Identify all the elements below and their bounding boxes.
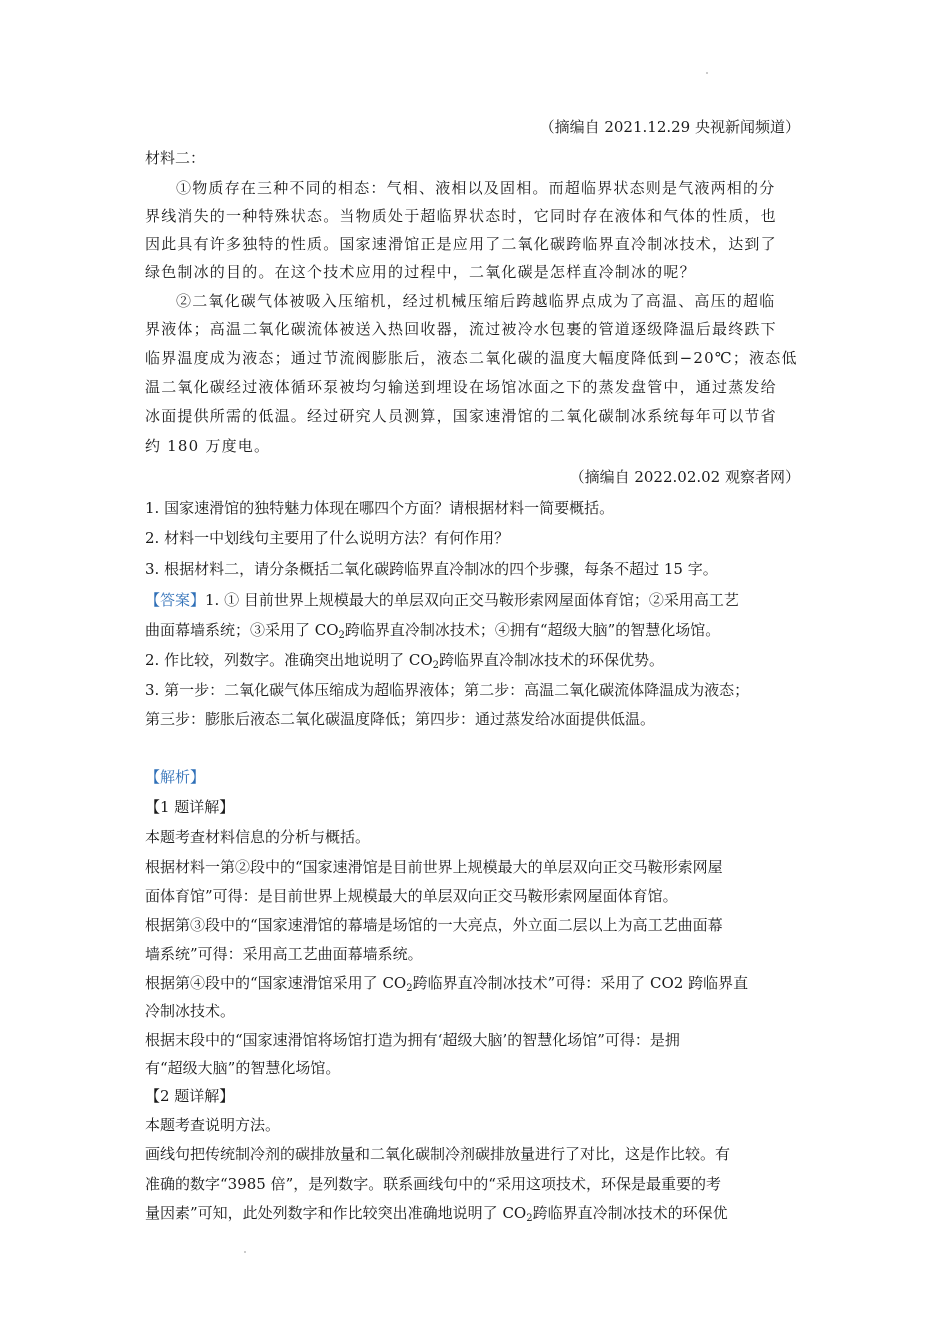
analysis-q1-line1: 本题考查材料信息的分析与概括。 <box>145 828 371 846</box>
analysis-q2-line1: 本题考查说明方法。 <box>145 1116 281 1134</box>
analysis-q1-line6 <box>145 973 748 993</box>
co2-subscript: 2 <box>406 983 413 994</box>
analysis-q2-line4 <box>145 1203 728 1223</box>
answer-2-part1: 2. 作比较，列数字。准确突出地说明了 CO <box>145 651 433 669</box>
answer-1-line1 <box>145 590 739 610</box>
analysis-q2-line2: 画线句把传统制冷剂的碳排放量和二氧化碳制冷剂碳排放量进行了对比，这是作比较。有 <box>145 1145 731 1163</box>
analysis-q2-line4-part2: 跨临界直冷制冰技术的环保优 <box>532 1204 728 1222</box>
answer-2-part2: 跨临界直冷制冰技术的环保优势。 <box>439 651 665 669</box>
analysis-q1-line7: 冷制冰技术。 <box>145 1002 236 1020</box>
material-2-para1-line1: ①物质存在三种不同的相态：气相、液相以及固相。而超临界状态则是气液两相的分 <box>176 179 776 197</box>
analysis-q1-line3: 面体育馆”可得：是目前世界上规模最大的单层双向正交马鞍形索网屋面体育馆。 <box>145 887 678 905</box>
answer-1-line2-part1: 曲面幕墙系统；③采用了 CO <box>145 621 339 639</box>
material-2-para2-line6: 约 180 万度电。 <box>145 437 271 455</box>
answer-tag: 【答案】 <box>145 591 206 609</box>
material-2-para1-line3: 因此具有许多独特的性质。国家速滑馆正是应用了二氧化碳跨临界直冷制冰技术，达到了 <box>145 235 777 253</box>
answer-3-line1: 3. 第一步：二氧化碳气体压缩成为超临界液体；第二步：高温二氧化碳流体降温成为液态； <box>145 681 750 699</box>
analysis-q1-line2: 根据材料一第②段中的“国家速滑馆是目前世界上规模最大的单层双向正交马鞍形索网屋 <box>145 858 723 876</box>
material-2-para1-line2: 界线消失的一种特殊状态。当物质处于超临界状态时，它同时存在液体和气体的性质，也 <box>145 207 777 225</box>
material-2-para2-line2: 界液体；高温二氧化碳流体被送入热回收器，流过被冷水包裹的管道逐级降温后最终跌下 <box>145 320 777 338</box>
material-2-para2-line4: 温二氧化碳经过液体循环泵被均匀输送到埋设在场馆冰面之下的蒸发盘管中，通过蒸发给 <box>145 378 777 396</box>
material-2-para1-line4: 绿色制冰的目的。在这个技术应用的过程中，二氧化碳是怎样直冷制冰的呢？ <box>145 263 696 281</box>
top-dot-mark <box>706 72 708 74</box>
analysis-q2-line4-part1: 量因素”可知，此处列数字和作比较突出准确地说明了 CO <box>145 1204 527 1222</box>
material-2-para2-line1: ②二氧化碳气体被吸入压缩机，经过机械压缩后跨越临界点成为了高温、高压的超临 <box>176 292 776 310</box>
question-2: 2. 材料一中划线句主要用了什么说明方法？有何作用？ <box>145 529 510 547</box>
analysis-tag: 【解析】 <box>145 768 206 786</box>
analysis-q1-line9: 有“超级大脑”的智慧化场馆。 <box>145 1059 341 1077</box>
answer-2 <box>145 650 664 670</box>
analysis-q2-heading: 【2 题详解】 <box>145 1087 235 1105</box>
question-3: 3. 根据材料二，请分条概括二氧化碳跨临界直冷制冰的四个步骤，每条不超过 15 字。 <box>145 560 718 578</box>
analysis-q1-heading: 【1 题详解】 <box>145 798 235 816</box>
co2-subscript: 2 <box>338 630 345 641</box>
analysis-q1-line6-part2: 跨临界直冷制冰技术”可得：采用了 CO2 跨临界直 <box>412 974 749 992</box>
analysis-q2-line3: 准确的数字“3985 倍”，是列数字。联系画线句中的“采用这项技术，环保是最重要的考 <box>145 1175 721 1193</box>
analysis-q1-line8: 根据末段中的“国家速滑馆将场馆打造为拥有‘超级大脑’的智慧化场馆”可得：是拥 <box>145 1031 680 1049</box>
answer-3-line2: 第三步：膨胀后液态二氧化碳温度降低；第四步：通过蒸发给冰面提供低温。 <box>145 710 656 728</box>
question-1: 1. 国家速滑馆的独特魅力体现在哪四个方面？请根据材料一简要概括。 <box>145 499 615 517</box>
material-2-para2-line3: 临界温度成为液态；通过节流阀膨胀后，液态二氧化碳的温度大幅度降低到−20℃；液态低 <box>145 349 798 367</box>
answer-1-line2 <box>145 620 720 640</box>
material-2-title: 材料二： <box>145 149 206 167</box>
answer-1-text: 1. ① 目前世界上规模最大的单层双向正交马鞍形索网屋面体育馆；②采用高工艺 <box>205 591 739 609</box>
analysis-q1-line6-part1: 根据第④段中的“国家速滑馆采用了 CO <box>145 974 407 992</box>
material-2-para2-line5: 冰面提供所需的低温。经过研究人员测算，国家速滑馆的二氧化碳制冰系统每年可以节省 <box>145 407 777 425</box>
co2-subscript: 2 <box>526 1213 533 1224</box>
bottom-dot-mark <box>244 1251 246 1253</box>
source-citation-1: （摘编自 2021.12.29 央视新闻频道） <box>539 118 800 136</box>
source-citation-2: （摘编自 2022.02.02 观察者网） <box>569 468 800 486</box>
answer-1-line2-part2: 跨临界直冷制冰技术；④拥有“超级大脑”的智慧化场馆。 <box>344 621 721 639</box>
co2-subscript: 2 <box>432 660 439 671</box>
analysis-q1-line5: 墙系统”可得：采用高工艺曲面幕墙系统。 <box>145 945 423 963</box>
analysis-q1-line4: 根据第③段中的“国家速滑馆的幕墙是场馆的一大亮点，外立面二层以上为高工艺曲面幕 <box>145 916 723 934</box>
